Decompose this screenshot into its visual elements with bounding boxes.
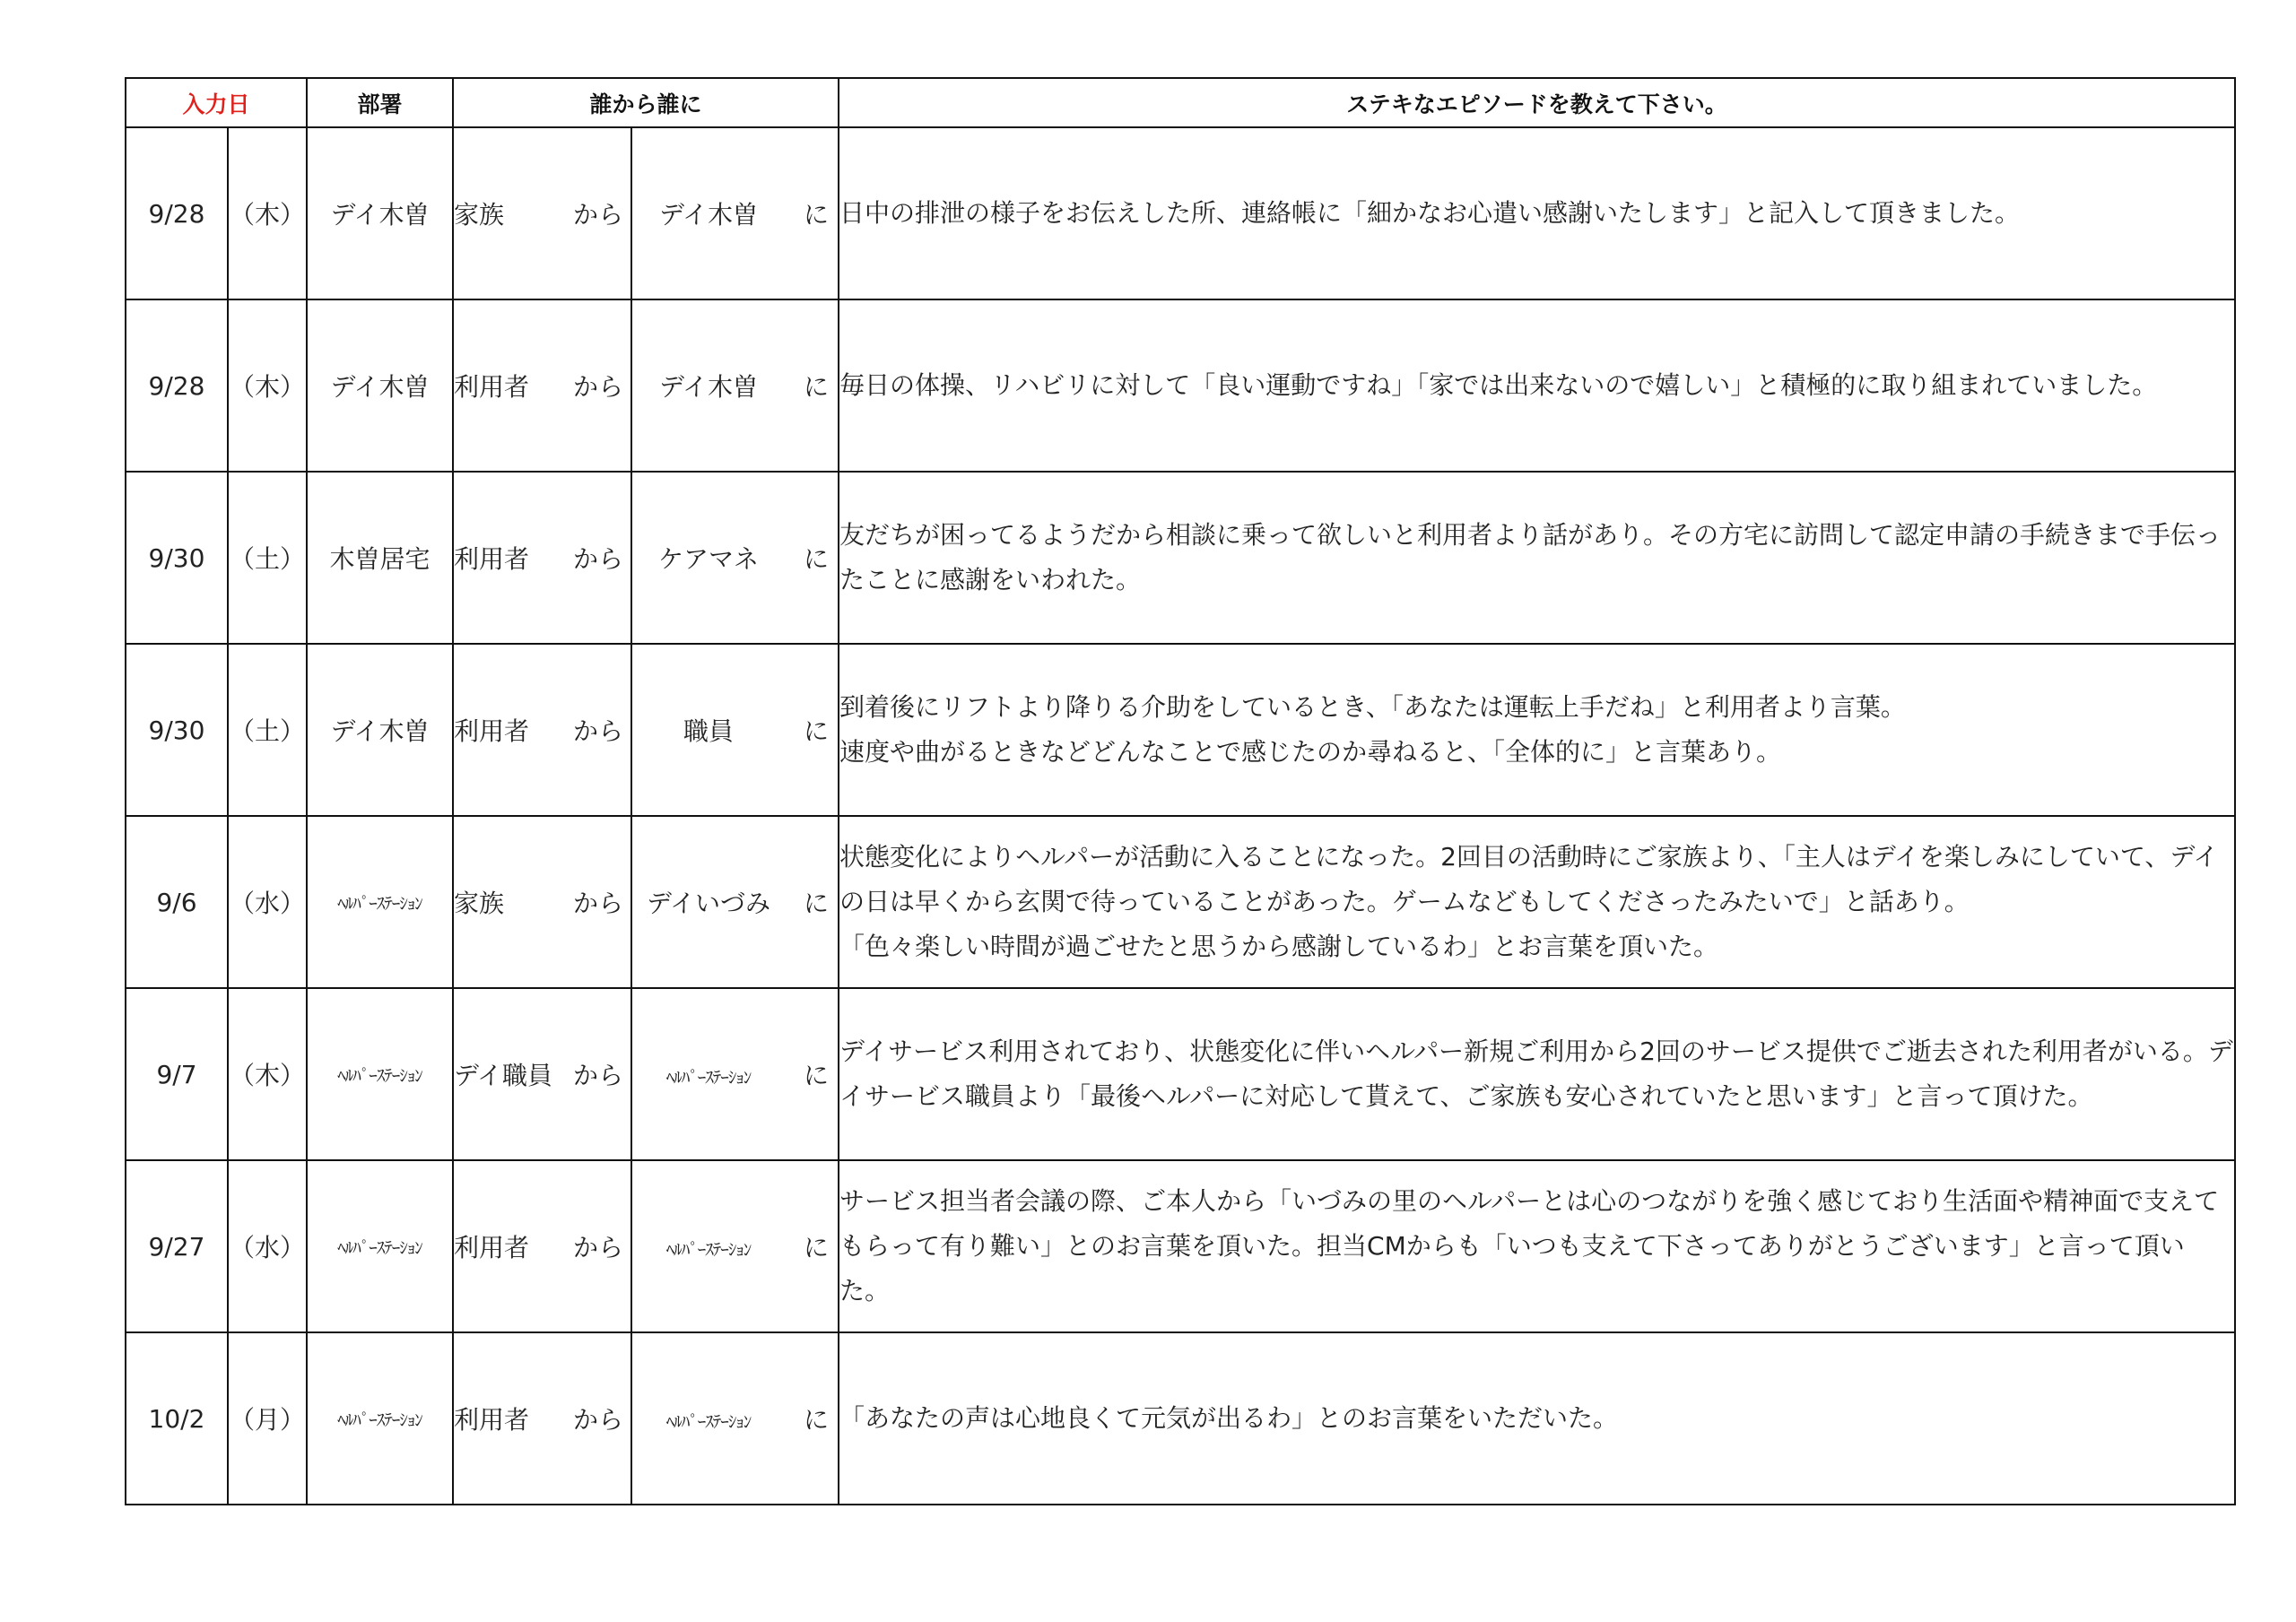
to-particle: に — [804, 889, 830, 918]
to-label: ﾍﾙﾊﾟｰｽﾃｰｼｮﾝ — [665, 1067, 752, 1088]
dept-cell: 木曽居宅 — [307, 472, 453, 644]
to-cell — [631, 1332, 839, 1505]
day-cell: （土） — [228, 644, 307, 816]
from-to-header: 誰から誰に — [453, 78, 839, 127]
from-cell — [453, 472, 631, 644]
to-label: 職員 — [683, 716, 735, 746]
from-label: 利用者 — [454, 372, 530, 402]
table-row — [126, 644, 2235, 816]
to-particle: に — [804, 1405, 830, 1435]
from-label: 家族 — [454, 889, 505, 918]
to-label: デイ木曽 — [658, 372, 759, 402]
day-cell: （木） — [228, 988, 307, 1160]
dept-cell: デイ木曽 — [307, 299, 453, 472]
to-particle: に — [804, 372, 830, 402]
to-label: ケアマネ — [658, 544, 760, 574]
from-particle: から — [573, 544, 624, 574]
table-row — [126, 299, 2235, 472]
dept-cell: デイ木曽 — [307, 127, 453, 299]
day-cell: （木） — [228, 299, 307, 472]
episode-cell — [839, 644, 2235, 816]
date-cell: 9/28 — [126, 127, 228, 299]
to-cell — [631, 988, 839, 1160]
to-label: ﾍﾙﾊﾟｰｽﾃｰｼｮﾝ — [665, 1239, 752, 1260]
from-cell — [453, 127, 631, 299]
from-label: 利用者 — [454, 544, 530, 574]
day-cell: （月） — [228, 1332, 307, 1505]
table-row — [126, 472, 2235, 644]
to-cell — [631, 472, 839, 644]
dept-cell: デイ木曽 — [307, 644, 453, 816]
episode-line: 状態変化によりヘルパーが活動に入ることになった。2回目の活動時にご家族より、「主人はデイを楽しみにしていて、デイの日は早くから玄関で待っていることがあった。ゲームなどもしてくださったみたいで」と話あり。 — [839, 842, 2219, 916]
from-particle: から — [573, 1405, 624, 1435]
episode-header: ステキなエピソードを教えて下さい。 — [839, 78, 2235, 127]
from-particle: から — [573, 889, 624, 918]
episode-cell: デイサービス利用されており、状態変化に伴いヘルパー新規ご利用から2回のサービス提供でご逝去された利用者がいる。デイサービス職員より「最後ヘルパーに対応して貰えて、ご家族も安心されていたと思います」と言って頂けた。 — [839, 988, 2235, 1160]
date-cell: 9/27 — [126, 1160, 228, 1332]
day-cell: （水） — [228, 1160, 307, 1332]
date-cell: 9/30 — [126, 472, 228, 644]
dept-cell: ﾍﾙﾊﾟｰｽﾃｰｼｮﾝ — [307, 988, 453, 1160]
episode-line: 到着後にリフトより降りる介助をしているとき、「あなたは運転上手だね」と利用者より言葉。 — [839, 692, 1906, 722]
from-label: デイ職員 — [454, 1061, 553, 1090]
table-row — [126, 1160, 2235, 1332]
episode-cell: 日中の排泄の様子をお伝えした所、連絡帳に「細かなお心遣い感謝いたします」と記入して頂きました。 — [839, 127, 2235, 299]
to-particle: に — [804, 544, 830, 574]
from-cell — [453, 1332, 631, 1505]
dept-cell: ﾍﾙﾊﾟｰｽﾃｰｼｮﾝ — [307, 816, 453, 988]
from-label: 利用者 — [454, 1405, 530, 1435]
date-header: 入力日 — [126, 78, 307, 127]
from-particle: から — [573, 1061, 624, 1090]
to-particle: に — [804, 716, 830, 746]
to-cell — [631, 1160, 839, 1332]
date-cell: 10/2 — [126, 1332, 228, 1505]
day-cell: （水） — [228, 816, 307, 988]
episode-line: 速度や曲がるときなどどんなことで感じたのか尋ねると、「全体的に」と言葉あり。 — [839, 737, 1782, 767]
episode-cell: 友だちが困ってるようだから相談に乗って欲しいと利用者より話があり。その方宅に訪問して認定申請の手続きまで手伝ったことに感謝をいわれた。 — [839, 472, 2235, 644]
to-label: デイいづみ — [646, 889, 771, 918]
from-particle: から — [573, 200, 624, 230]
to-particle: に — [804, 1233, 830, 1262]
date-cell: 9/7 — [126, 988, 228, 1160]
from-cell — [453, 299, 631, 472]
from-label: 利用者 — [454, 716, 530, 746]
table-row — [126, 816, 2235, 988]
episode-cell — [839, 816, 2235, 988]
dept-cell: ﾍﾙﾊﾟｰｽﾃｰｼｮﾝ — [307, 1332, 453, 1505]
table-row — [126, 127, 2235, 299]
day-cell: （土） — [228, 472, 307, 644]
from-particle: から — [573, 372, 624, 402]
dept-cell: ﾍﾙﾊﾟｰｽﾃｰｼｮﾝ — [307, 1160, 453, 1332]
dept-header: 部署 — [307, 78, 453, 127]
to-cell — [631, 816, 839, 988]
from-label: 家族 — [454, 200, 505, 230]
episode-table — [125, 77, 2236, 1505]
episode-cell: サービス担当者会議の際、ご本人から「いづみの里のヘルパーとは心のつながりを強く感じており生活面や精神面で支えてもらって有り難い」とのお言葉を頂いた。担当CMからも「いつも支えて下さってありがとうございます」と言って頂いた。 — [839, 1160, 2235, 1332]
to-label: ﾍﾙﾊﾟｰｽﾃｰｼｮﾝ — [665, 1411, 752, 1432]
from-cell — [453, 1160, 631, 1332]
date-cell: 9/6 — [126, 816, 228, 988]
episode-cell: 「あなたの声は心地良くて元気が出るわ」とのお言葉をいただいた。 — [839, 1332, 2235, 1505]
to-particle: に — [804, 1061, 830, 1090]
date-cell: 9/30 — [126, 644, 228, 816]
table-row — [126, 1332, 2235, 1505]
episode-cell: 毎日の体操、リハビリに対して「良い運動ですね」「家では出来ないので嬉しい」と積極的に取り組まれていました。 — [839, 299, 2235, 472]
from-cell — [453, 816, 631, 988]
from-label: 利用者 — [454, 1233, 530, 1262]
from-cell — [453, 644, 631, 816]
to-label: デイ木曽 — [658, 200, 759, 230]
to-cell — [631, 127, 839, 299]
day-cell: （木） — [228, 127, 307, 299]
from-particle: から — [573, 1233, 624, 1262]
to-cell — [631, 299, 839, 472]
header-row — [126, 78, 2235, 127]
from-cell — [453, 988, 631, 1160]
date-cell: 9/28 — [126, 299, 228, 472]
table-row — [126, 988, 2235, 1160]
to-particle: に — [804, 200, 830, 230]
episode-line: 「色々楽しい時間が過ごせたと思うから感謝しているわ」とお言葉を頂いた。 — [839, 932, 1719, 961]
from-particle: から — [573, 716, 624, 746]
to-cell — [631, 644, 839, 816]
